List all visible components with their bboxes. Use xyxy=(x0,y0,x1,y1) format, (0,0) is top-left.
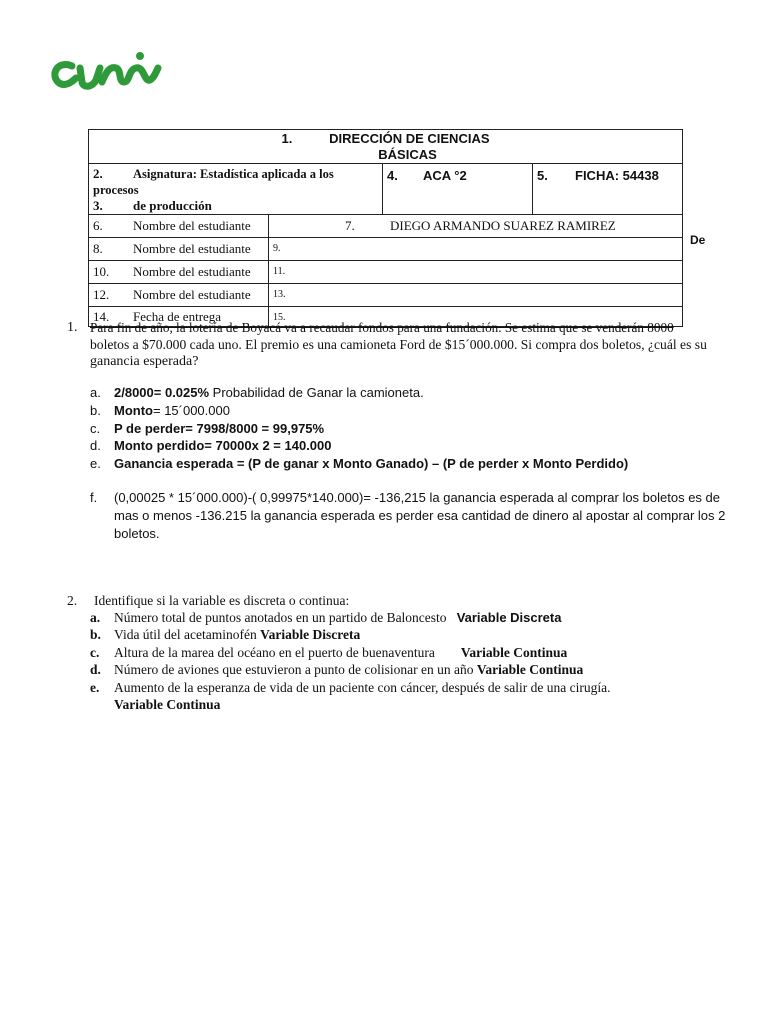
ficha-cell xyxy=(533,164,683,215)
value-num: 9. xyxy=(273,243,281,254)
cun-logo xyxy=(46,48,162,92)
ficha-num: 5. xyxy=(537,168,548,183)
side-note: De xyxy=(690,233,706,247)
student-row-2-label xyxy=(89,238,269,261)
item-text: Número total de puntos anotados en un partido de Baloncesto xyxy=(114,610,447,625)
aca-value: ACA °2 xyxy=(423,168,467,183)
student-row-3-value xyxy=(269,261,683,284)
q1-line1: Para fin de año, la lotería de Boyacá va a recaudar fondos para una fundación. Se estima que se venderán 8000 xyxy=(90,320,674,335)
row-label: Nombre del estudiante xyxy=(133,287,251,302)
student-row-1-label xyxy=(89,215,269,238)
item-answer: Variable Continua xyxy=(460,645,568,660)
header-title-cell xyxy=(89,130,683,164)
student-row-4-value xyxy=(269,284,683,307)
value-num: 11. xyxy=(273,266,286,277)
item-bold: 2/8000= 0.025% xyxy=(114,385,210,400)
q1-item-f-line3: boletos. xyxy=(114,526,160,541)
item-label: d. xyxy=(90,438,101,453)
value-num: 7. xyxy=(345,218,355,233)
item-label: d. xyxy=(90,662,101,677)
aca-cell xyxy=(383,164,533,215)
q2-item-b xyxy=(90,626,360,644)
value-num: 15. xyxy=(273,312,286,323)
q1-item-d xyxy=(90,437,332,455)
item-text: Probabilidad de Ganar la camioneta. xyxy=(209,385,424,400)
header-table xyxy=(88,129,683,327)
item-text: = 15´000.000 xyxy=(152,403,230,418)
asignatura-cell xyxy=(89,164,383,215)
student-row-2-value xyxy=(269,238,683,261)
q2-item-e xyxy=(90,679,611,697)
item-answer: Variable Discreta xyxy=(456,610,562,625)
header-row2-num-b: 3. xyxy=(93,198,103,213)
q1-number: 1. xyxy=(67,320,78,335)
item-bold: Monto xyxy=(114,403,153,418)
q2-item-a xyxy=(90,609,561,627)
item-text: Altura de la marea del océano en el puerto de buenaventura xyxy=(114,645,435,660)
item-label: e. xyxy=(90,456,101,471)
q2-item-c xyxy=(90,644,567,662)
row-num: 8. xyxy=(93,241,103,256)
item-label: e. xyxy=(90,680,100,695)
header-row2-num-a: 2. xyxy=(93,166,103,181)
header-row1-num: 1. xyxy=(281,131,293,146)
student-row-3-label xyxy=(89,261,269,284)
student-name: DIEGO ARMANDO SUAREZ RAMIREZ xyxy=(390,218,616,233)
header-title-line2: BÁSICAS xyxy=(378,147,437,162)
row-label: Nombre del estudiante xyxy=(133,264,251,279)
item-label: b. xyxy=(90,627,101,642)
asignatura-line1: Asignatura: Estadística aplicada a los procesos xyxy=(93,167,334,197)
asignatura-line2: de producción xyxy=(133,198,212,213)
item-label: c. xyxy=(90,421,101,436)
q1-item-b xyxy=(90,402,230,420)
q2-item-d xyxy=(90,661,583,679)
item-text: Aumento de la esperanza de vida de un paciente con cáncer, después de salir de una cirugía. xyxy=(114,680,611,695)
q1-line2: boletos a $70.000 cada uno. El premio es una camioneta Ford de $15´000.000. Si compra dos boletos, ¿cuál es su xyxy=(90,337,707,352)
row-num: 12. xyxy=(93,287,110,302)
q1-item-c xyxy=(90,420,324,438)
item-label: c. xyxy=(90,645,100,660)
item-text: Vida útil del acetaminofén xyxy=(114,627,257,642)
row-num: 10. xyxy=(93,264,110,279)
item-label: a. xyxy=(90,385,101,400)
q1-item-f-label: f. xyxy=(90,490,98,505)
item-label: b. xyxy=(90,403,101,418)
row-num: 6. xyxy=(93,218,103,233)
item-label: a. xyxy=(90,610,101,625)
header-title-line1: DIRECCIÓN DE CIENCIAS xyxy=(329,131,490,146)
aca-num: 4. xyxy=(387,168,398,183)
q2-number: 2. xyxy=(67,593,78,608)
value-num: 13. xyxy=(273,289,286,300)
row-label: Fecha de entrega xyxy=(133,309,222,324)
q2-title: Identifique si la variable es discreta o continua: xyxy=(94,593,350,608)
q1-item-a xyxy=(90,384,424,402)
item-bold: Monto perdido= 70000x 2 = 140.000 xyxy=(114,438,332,453)
student-row-1-value xyxy=(269,215,683,238)
q1-item-e xyxy=(90,455,628,473)
q2-item-e-answer: Variable Continua xyxy=(114,697,221,712)
q1-item-f-line1: (0,00025 * 15´000.000)-( 0,99975*140.000)= -136,215 la ganancia esperada al comprar los boletos es de xyxy=(114,490,721,505)
row-num: 14. xyxy=(93,309,110,324)
row-label: Nombre del estudiante xyxy=(133,241,251,256)
item-answer: Variable Discreta xyxy=(260,627,361,642)
item-answer: Variable Continua xyxy=(476,662,584,677)
item-bold: Ganancia esperada = (P de ganar x Monto Ganado) – (P de perder x Monto Perdido) xyxy=(114,456,629,471)
student-row-4-label xyxy=(89,284,269,307)
q1-item-f-line2: mas o menos -136.215 la ganancia esperada es perder esa cantidad de dinero al apostar al comprar los 2 xyxy=(114,508,726,523)
ficha-value: FICHA: 54438 xyxy=(575,168,659,183)
row-label: Nombre del estudiante xyxy=(133,218,251,233)
item-text: Número de aviones que estuvieron a punto de colisionar en un año xyxy=(114,662,474,677)
q1-line3: ganancia esperada? xyxy=(90,354,199,369)
item-bold: P de perder= 7998/8000 = 99,975% xyxy=(114,421,325,436)
